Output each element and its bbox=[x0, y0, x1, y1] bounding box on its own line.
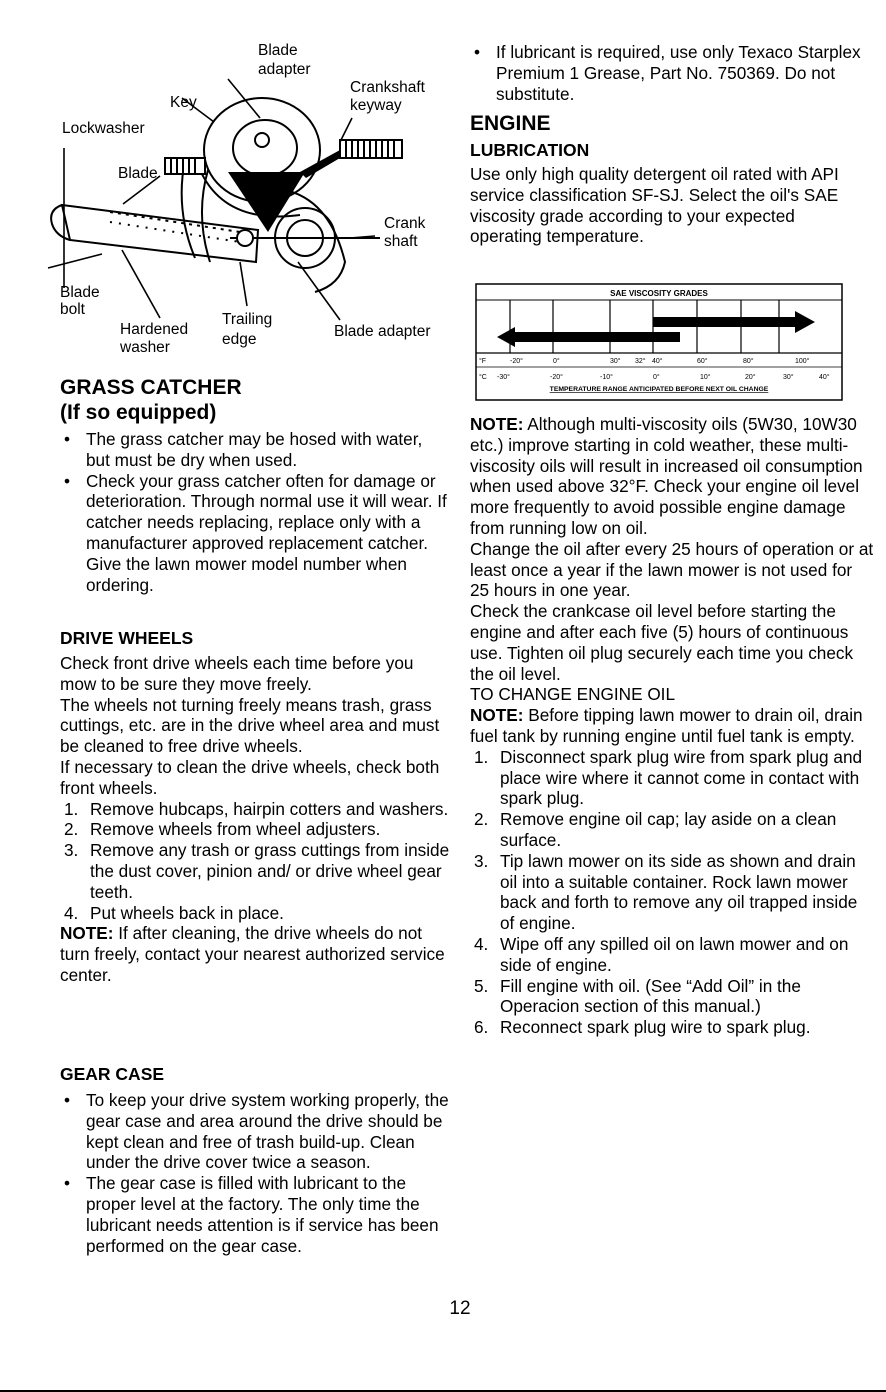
crankshaft-keyway-illustration bbox=[300, 140, 402, 178]
step-text: Tip lawn mower on its side as shown and drain oil into a suitable container. Rock lawn mower back and forth to remove any oil trapped inside of engine. bbox=[500, 850, 858, 934]
c-tick: -20° bbox=[550, 374, 563, 381]
step-number: 4. bbox=[64, 902, 79, 923]
gear-case-heading: GEAR CASE bbox=[60, 1064, 165, 1084]
tipping-note bbox=[470, 705, 875, 747]
blade-assembly-diagram bbox=[0, 0, 460, 370]
gear-case-list bbox=[60, 1090, 450, 1256]
lubrication-text: Use only high quality detergent oil rated with API service classification SF-SJ. Select the oil's SAE viscosity grade according to your expected operating temperature. bbox=[470, 164, 839, 247]
f-tick: 40° bbox=[652, 358, 663, 365]
label-blade-bolt-1: Blade bbox=[60, 284, 100, 301]
oil-notes-section bbox=[470, 414, 875, 1038]
step-number: 5. bbox=[474, 975, 489, 996]
list-item bbox=[470, 747, 875, 809]
note-label: NOTE: bbox=[470, 414, 524, 434]
grade-label-sae30: SAE 30 bbox=[715, 318, 741, 327]
change-oil-steps bbox=[470, 747, 875, 1038]
step-text: Disconnect spark plug wire from spark plug and place wire where it cannot come in contact with spark plug. bbox=[500, 746, 863, 809]
label-blade-adapter-bottom: Blade adapter bbox=[334, 323, 431, 340]
f-tick: 0° bbox=[553, 358, 560, 365]
grass-catcher-list bbox=[60, 429, 450, 595]
label-blade: Blade bbox=[118, 165, 158, 182]
list-item bbox=[60, 903, 450, 924]
list-item bbox=[60, 799, 450, 820]
list-item: • Check your grass catcher often for damage or deterioration. Through normal use it will wear. If catcher needs replacing, replace only with a manufacturer approved replacement catcher. Give the lawn mower model number when ordering. bbox=[60, 471, 450, 596]
list-item: • If lubricant is required, use only Texaco Starplex Premium 1 Grease, Part No. 750369. Do not substitute. bbox=[470, 42, 870, 104]
page-number: 12 bbox=[449, 1298, 471, 1319]
drive-wheels-para-1: Check front drive wheels each time before you mow to be sure they move freely. bbox=[60, 653, 414, 694]
gear-case-section bbox=[60, 1064, 450, 1256]
note-text: Before tipping lawn mower to drain oil, drain fuel tank by running engine until fuel tank is empty. bbox=[470, 705, 863, 746]
step-number: 2. bbox=[64, 819, 79, 840]
list-item bbox=[470, 934, 875, 976]
list-item: • To keep your drive system working properly, the gear case and area around the drive should be kept clean and free of trash build-up. Clean under the drive cover twice a season. bbox=[60, 1090, 450, 1173]
drive-wheels-para-3: If necessary to clean the drive wheels, check both front wheels. bbox=[60, 756, 440, 798]
drive-wheels-steps bbox=[60, 799, 450, 924]
step-number: 4. bbox=[474, 933, 489, 954]
label-trailing-edge-1: Trailing bbox=[222, 311, 273, 328]
step-number: 6. bbox=[474, 1017, 489, 1038]
step-number: 3. bbox=[474, 850, 489, 871]
blade-illustration bbox=[51, 205, 258, 262]
note-text: If after cleaning, the drive wheels do not turn freely, contact your nearest authorized service center. bbox=[60, 923, 445, 985]
list-item bbox=[470, 851, 875, 934]
f-tick: 80° bbox=[743, 358, 754, 365]
multi-viscosity-note bbox=[470, 414, 875, 539]
chart-caption: TEMPERATURE RANGE ANTICIPATED BEFORE NEXT OIL CHANGE bbox=[549, 386, 769, 393]
c-tick: 10° bbox=[700, 374, 711, 381]
list-item bbox=[470, 976, 875, 1018]
drive-wheels-note bbox=[60, 923, 450, 985]
label-blade-bolt-2: bolt bbox=[60, 301, 85, 318]
c-tick: -30° bbox=[497, 374, 510, 381]
f-tick: 30° bbox=[610, 358, 621, 365]
lubrication-heading: LUBRICATION bbox=[470, 140, 590, 160]
grass-catcher-heading: GRASS CATCHER bbox=[60, 376, 242, 399]
lubricant-list bbox=[470, 42, 870, 104]
step-text: Remove wheels from wheel adjusters. bbox=[90, 819, 381, 840]
c-unit: °C bbox=[479, 374, 487, 381]
engine-section bbox=[470, 112, 870, 247]
f-tick: 100° bbox=[795, 358, 810, 365]
f-tick: 32° bbox=[635, 358, 646, 365]
step-text: Fill engine with oil. (See “Add Oil” in the Operacion section of this manual.) bbox=[500, 975, 801, 1017]
list-item: • The gear case is filled with lubricant to the proper level at the factory. The only time the lubricant needs attention is if service has been performed on the gear case. bbox=[60, 1173, 450, 1256]
step-number: 1. bbox=[64, 798, 79, 819]
blade-bolt-head-illustration bbox=[165, 158, 205, 174]
note-text: Although multi-viscosity oils (5W30, 10W30 etc.) improve starting in cold weather, these multi-viscosity oils will result in increased oil consumption when used above 32°F. Check your engine oil level more frequently to avoid possible engine damage from running low on oil. bbox=[470, 414, 863, 538]
to-change-oil-heading: TO CHANGE ENGINE OIL bbox=[470, 684, 676, 705]
f-unit: °F bbox=[479, 358, 487, 365]
label-trailing-edge-2: edge bbox=[222, 331, 257, 348]
label-hardened-washer-2: washer bbox=[120, 339, 170, 356]
label-key: Key bbox=[170, 94, 197, 111]
list-item bbox=[470, 1017, 875, 1038]
grass-catcher-subheading: (If so equipped) bbox=[60, 401, 217, 424]
label-blade-adapter-top-2: adapter bbox=[258, 61, 311, 78]
step-text: Remove any trash or grass cuttings from inside the dust cover, pinion and/ or drive wheel gear teeth. bbox=[90, 840, 450, 902]
c-tick: 20° bbox=[745, 374, 756, 381]
grass-catcher-section bbox=[60, 376, 450, 595]
step-number: 1. bbox=[474, 746, 489, 767]
f-tick: -20° bbox=[510, 358, 523, 365]
label-lockwasher: Lockwasher bbox=[62, 120, 145, 137]
step-number: 2. bbox=[474, 809, 489, 830]
step-text: Reconnect spark plug wire to spark plug. bbox=[500, 1017, 811, 1038]
list-item bbox=[60, 819, 450, 840]
step-number: 3. bbox=[64, 840, 79, 861]
engine-heading: ENGINE bbox=[470, 112, 551, 135]
list-item: • The grass catcher may be hosed with water, but must be dry when used. bbox=[60, 429, 450, 471]
change-oil-para: Change the oil after every 25 hours of operation or at least once a year if the lawn mower is not used for 25 hours in one year. bbox=[470, 538, 874, 601]
list-item bbox=[470, 809, 875, 851]
drive-wheels-section bbox=[60, 628, 450, 986]
label-hardened-washer-1: Hardened bbox=[120, 321, 189, 338]
c-tick: 30° bbox=[783, 374, 794, 381]
label-crank-shaft-2: shaft bbox=[384, 233, 418, 250]
note-label: NOTE: bbox=[470, 705, 524, 726]
sae-viscosity-chart bbox=[475, 283, 843, 401]
chart-title: SAE VISCOSITY GRADES bbox=[610, 289, 708, 298]
step-text: Remove hubcaps, hairpin cotters and washers. bbox=[90, 798, 449, 819]
label-crankshaft-keyway-1: Crankshaft bbox=[350, 79, 425, 96]
label-blade-adapter-top-1: Blade bbox=[258, 42, 298, 59]
c-tick: 40° bbox=[819, 374, 830, 381]
list-item bbox=[60, 840, 450, 902]
drive-wheels-heading: DRIVE WHEELS bbox=[60, 628, 194, 648]
step-text: Put wheels back in place. bbox=[90, 902, 284, 923]
step-text: Remove engine oil cap; lay aside on a clean surface. bbox=[500, 809, 837, 850]
f-tick: 60° bbox=[697, 358, 708, 365]
drive-wheels-para-2: The wheels not turning freely means trash, grass cuttings, etc. are in the drive wheel area and must be cleaned to free drive wheels. bbox=[60, 694, 440, 757]
c-tick: -10° bbox=[600, 374, 613, 381]
step-text: Wipe off any spilled oil on lawn mower and on side of engine. bbox=[500, 933, 849, 975]
c-tick: 0° bbox=[653, 374, 660, 381]
label-crankshaft-keyway-2: keyway bbox=[350, 97, 402, 114]
grade-label-5w30: 5W-30 bbox=[553, 333, 575, 343]
check-oil-para: Check the crankcase oil level before starting the engine and after each five (5) hours of continuous use. Tighten oil plug securely each time you check the oil level. bbox=[470, 601, 854, 684]
note-label: NOTE: bbox=[60, 923, 114, 944]
label-crank-shaft-1: Crank bbox=[384, 215, 426, 232]
